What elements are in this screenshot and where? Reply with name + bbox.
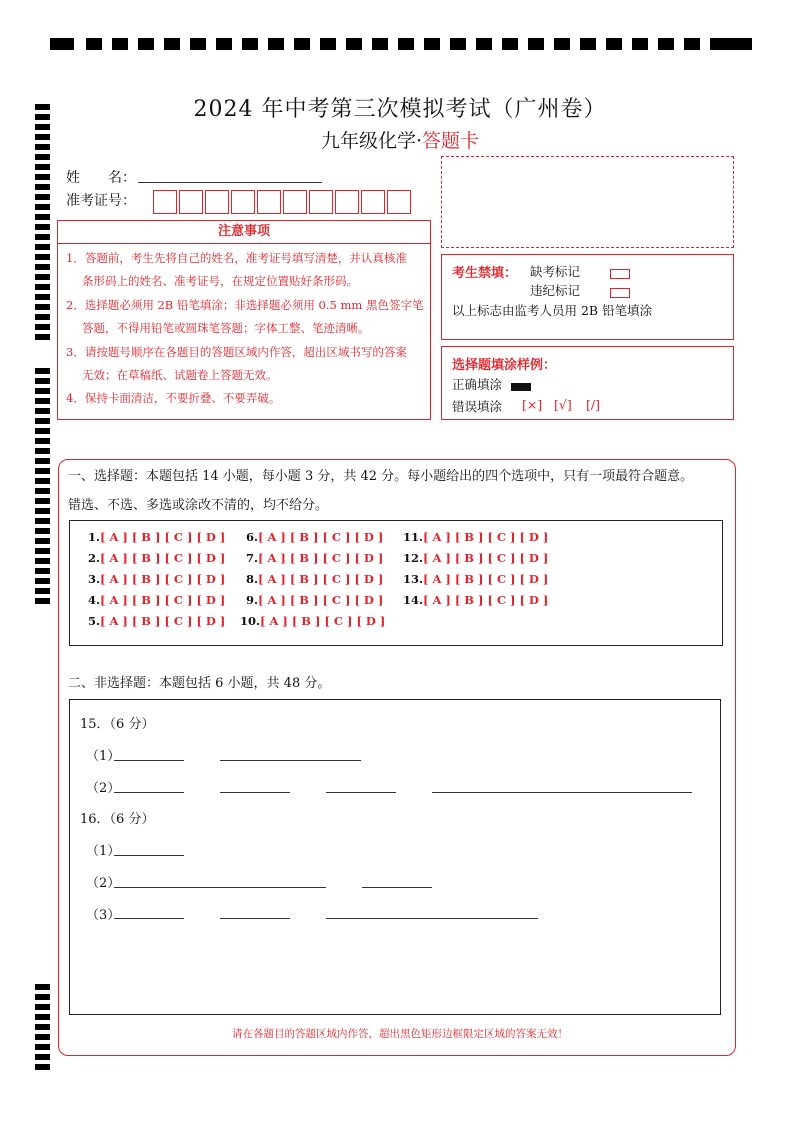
choice-row[interactable] xyxy=(246,572,383,586)
footer-warning: 请在各题目的答题区域内作答，超出黑色矩形边框限定区域的答案无效！ xyxy=(232,1028,568,1040)
exam-id-label: 准考证号： xyxy=(66,193,136,209)
timing-mark xyxy=(710,38,726,50)
top-timing-marks xyxy=(50,38,752,52)
timing-mark xyxy=(35,304,50,310)
choice-row[interactable] xyxy=(246,530,383,544)
timing-mark xyxy=(35,194,50,200)
choice-row[interactable] xyxy=(88,593,225,607)
timing-mark xyxy=(112,38,128,50)
choice-options[interactable]: [ A ] [ B ] [ C ] [ D ] xyxy=(258,593,384,607)
timing-mark xyxy=(372,38,388,50)
exam-id-box[interactable] xyxy=(231,190,255,214)
notice-item: 2．选择题必须用 2B 铅笔填涂；非选择题必须用 0.5 mm 黑色签字笔 xyxy=(66,298,424,312)
timing-mark xyxy=(476,38,492,50)
answer-blank[interactable] xyxy=(114,760,184,761)
exam-id-box[interactable] xyxy=(335,190,359,214)
timing-mark xyxy=(35,598,50,604)
timing-mark xyxy=(35,378,50,384)
answer-blank[interactable] xyxy=(220,918,290,919)
timing-mark xyxy=(424,38,440,50)
timing-mark xyxy=(35,214,50,220)
choice-row[interactable] xyxy=(88,530,225,544)
correct-fill-sample xyxy=(511,376,531,395)
timing-mark xyxy=(35,294,50,300)
timing-mark xyxy=(138,38,154,50)
question-number: 7. xyxy=(246,551,259,565)
timing-mark xyxy=(346,38,362,50)
timing-mark xyxy=(268,38,284,50)
choice-options[interactable]: [ A ] [ B ] [ C ] [ D ] xyxy=(260,614,386,628)
choice-options[interactable]: [ A ] [ B ] [ C ] [ D ] xyxy=(423,530,549,544)
section1-instruction-line2: 错选、不选、多选或涂改不清的，均不给分。 xyxy=(68,498,329,513)
timing-mark xyxy=(35,994,50,1000)
timing-mark xyxy=(164,38,180,50)
choice-row[interactable] xyxy=(88,551,225,565)
choice-options[interactable]: [ A ] [ B ] [ C ] [ D ] xyxy=(258,572,384,586)
absent-mark-label: 缺考标记 xyxy=(530,264,581,279)
question-number: 12. xyxy=(403,551,424,565)
timing-mark xyxy=(35,538,50,544)
section1-instruction-line1: 一、选择题：本题包括 14 小题，每小题 3 分，共 42 分。每小题给出的四个选项中，只有一项最符合题意。 xyxy=(68,469,694,484)
notice-item: 4．保持卡面清洁，不要折叠、不要弄破。 xyxy=(66,391,281,405)
timing-mark xyxy=(35,528,50,534)
question-15-title: 15．（6 分） xyxy=(80,717,155,732)
choice-row[interactable] xyxy=(240,614,385,628)
question-number: 3. xyxy=(88,572,101,586)
timing-mark xyxy=(35,368,50,374)
timing-mark xyxy=(35,488,50,494)
examiner-note: 以上标志由监考人员用 2B 铅笔填涂 xyxy=(452,303,653,318)
choice-row[interactable] xyxy=(246,551,383,565)
exam-id-box[interactable] xyxy=(387,190,411,214)
timing-mark xyxy=(35,508,50,514)
choice-row[interactable] xyxy=(88,572,225,586)
timing-mark xyxy=(35,388,50,394)
timing-mark xyxy=(554,38,570,50)
exam-id-box[interactable] xyxy=(361,190,385,214)
timing-mark xyxy=(606,38,622,50)
timing-mark xyxy=(35,274,50,280)
choice-options[interactable]: [ A ] [ B ] [ C ] [ D ] xyxy=(100,593,226,607)
choice-row[interactable] xyxy=(246,593,383,607)
question-16-part3: （3） xyxy=(86,908,121,923)
timing-mark xyxy=(35,558,50,564)
notice-item: 条形码上的姓名、准考证号，在规定位置贴好条形码。 xyxy=(82,274,358,288)
question-number: 5. xyxy=(88,614,101,628)
timing-mark xyxy=(50,38,74,50)
choice-options[interactable]: [ A ] [ B ] [ C ] [ D ] xyxy=(423,551,549,565)
question-number: 9. xyxy=(246,593,259,607)
answer-blank[interactable] xyxy=(432,792,692,793)
timing-mark xyxy=(35,518,50,524)
timing-mark xyxy=(35,448,50,454)
barcode-area xyxy=(441,156,734,248)
name-label: 姓 名： xyxy=(66,170,136,186)
timing-mark xyxy=(35,1044,50,1050)
answer-blank[interactable] xyxy=(114,855,184,856)
question-16-part2: （2） xyxy=(86,876,121,891)
timing-mark xyxy=(35,244,50,250)
timing-mark xyxy=(398,38,414,50)
choice-options[interactable]: [ A ] [ B ] [ C ] [ D ] xyxy=(258,530,384,544)
timing-mark xyxy=(35,478,50,484)
answer-blank[interactable] xyxy=(326,792,396,793)
answer-blank[interactable] xyxy=(114,918,184,919)
exam-id-box[interactable] xyxy=(179,190,203,214)
absent-mark-box xyxy=(610,263,630,282)
wrong-mark-check: [√] xyxy=(554,397,572,412)
choice-options[interactable]: [ A ] [ B ] [ C ] [ D ] xyxy=(100,551,226,565)
exam-id-box[interactable] xyxy=(257,190,281,214)
question-number: 1. xyxy=(88,530,101,544)
timing-mark xyxy=(35,548,50,554)
answer-blank[interactable] xyxy=(114,792,184,793)
timing-mark xyxy=(35,1064,50,1070)
timing-mark xyxy=(726,38,752,50)
choice-row[interactable] xyxy=(403,572,548,586)
timing-mark xyxy=(35,418,50,424)
timing-mark xyxy=(35,578,50,584)
timing-mark xyxy=(86,38,102,50)
choice-options[interactable]: [ A ] [ B ] [ C ] [ D ] xyxy=(423,593,549,607)
question-15-part1: （1） xyxy=(86,749,121,764)
notice-item: 3．请按题号顺序在各题目的答题区域内作答，超出区域书写的答案 xyxy=(66,345,407,359)
timing-mark xyxy=(35,498,50,504)
question-number: 4. xyxy=(88,593,101,607)
timing-mark xyxy=(35,1054,50,1060)
answer-blank[interactable] xyxy=(114,887,326,888)
exam-id-box[interactable] xyxy=(309,190,333,214)
violation-mark-box xyxy=(610,282,630,301)
wrong-fill-label: 错误填涂 xyxy=(452,399,503,414)
timing-mark xyxy=(632,38,648,50)
timing-mark xyxy=(320,38,336,50)
timing-mark xyxy=(35,204,50,210)
timing-mark xyxy=(216,38,232,50)
examiner-only-title: 考生禁填： xyxy=(452,266,518,281)
exam-id-boxes[interactable] xyxy=(153,190,413,214)
timing-mark xyxy=(684,38,700,50)
timing-mark xyxy=(502,38,518,50)
choice-row[interactable] xyxy=(403,530,548,544)
timing-mark xyxy=(580,38,596,50)
question-16-part1: （1） xyxy=(86,844,121,859)
notice-box xyxy=(57,220,431,420)
timing-mark xyxy=(450,38,466,50)
question-number: 8. xyxy=(246,572,259,586)
choice-row[interactable] xyxy=(403,593,548,607)
timing-mark xyxy=(35,164,50,170)
answer-blank[interactable] xyxy=(220,760,361,761)
question-number: 6. xyxy=(246,530,259,544)
timing-mark xyxy=(35,334,50,340)
timing-mark xyxy=(35,984,50,990)
notice-title: 注意事项 xyxy=(58,221,430,244)
timing-mark xyxy=(35,184,50,190)
wrong-mark-slash: [/] xyxy=(586,397,600,412)
name-input-line[interactable] xyxy=(138,182,322,183)
choice-options[interactable]: [ A ] [ B ] [ C ] [ D ] xyxy=(258,551,384,565)
nonchoice-answer-box xyxy=(69,699,721,1015)
choice-options[interactable]: [ A ] [ B ] [ C ] [ D ] xyxy=(100,530,226,544)
subtitle-main: 九年级化学· xyxy=(320,130,423,152)
timing-mark xyxy=(35,398,50,404)
question-number: 13. xyxy=(403,572,424,586)
timing-mark xyxy=(35,458,50,464)
violation-mark-label: 违纪标记 xyxy=(530,283,581,298)
examiner-only-box xyxy=(441,254,734,340)
choice-options[interactable]: [ A ] [ B ] [ C ] [ D ] xyxy=(423,572,549,586)
choice-options[interactable]: [ A ] [ B ] [ C ] [ D ] xyxy=(100,614,226,628)
question-number: 14. xyxy=(403,593,424,607)
timing-mark xyxy=(35,1004,50,1010)
timing-mark xyxy=(35,174,50,180)
choice-row[interactable] xyxy=(403,551,548,565)
choice-row[interactable] xyxy=(88,614,225,628)
exam-id-box[interactable] xyxy=(153,190,177,214)
question-number: 10. xyxy=(240,614,261,628)
timing-mark xyxy=(35,324,50,330)
page-subtitle xyxy=(0,126,800,153)
timing-mark xyxy=(35,314,50,320)
answer-blank[interactable] xyxy=(220,792,290,793)
timing-mark xyxy=(528,38,544,50)
notice-item: 1．答题前，考生先将自己的姓名，准考证号填写清楚，并认真核准 xyxy=(66,251,407,265)
timing-mark xyxy=(35,154,50,160)
timing-mark xyxy=(242,38,258,50)
question-number: 11. xyxy=(403,530,424,544)
section2-instruction: 二、非选择题：本题包括 6 小题，共 48 分。 xyxy=(68,676,331,691)
question-number: 2. xyxy=(88,551,101,565)
notice-item: 无效；在草稿纸、试题卷上答题无效。 xyxy=(82,368,278,382)
timing-mark xyxy=(658,38,674,50)
exam-id-box[interactable] xyxy=(205,190,229,214)
choice-options[interactable]: [ A ] [ B ] [ C ] [ D ] xyxy=(100,572,226,586)
timing-mark xyxy=(35,408,50,414)
wrong-mark-cross: [×] xyxy=(522,397,543,412)
answer-blank[interactable] xyxy=(362,887,432,888)
subtitle-accent: 答题卡 xyxy=(422,130,480,152)
question-15-part2: （2） xyxy=(86,781,121,796)
timing-mark xyxy=(35,234,50,240)
fill-example-box xyxy=(441,346,734,420)
timing-mark xyxy=(35,438,50,444)
timing-mark xyxy=(35,568,50,574)
fill-example-title: 选择题填涂样例： xyxy=(452,358,557,373)
notice-item: 答题，不得用铅笔或圆珠笔答题；字体工整、笔迹清晰。 xyxy=(82,321,370,335)
timing-mark xyxy=(35,468,50,474)
timing-mark xyxy=(35,254,50,260)
timing-mark xyxy=(35,264,50,270)
timing-mark xyxy=(294,38,310,50)
timing-mark xyxy=(35,428,50,434)
exam-id-box[interactable] xyxy=(283,190,307,214)
question-16-title: 16．（6 分） xyxy=(80,812,155,827)
correct-fill-label: 正确填涂 xyxy=(452,377,503,392)
timing-mark xyxy=(35,284,50,290)
timing-mark xyxy=(35,588,50,594)
timing-mark xyxy=(35,1014,50,1020)
answer-blank[interactable] xyxy=(326,918,538,919)
timing-mark xyxy=(190,38,206,50)
timing-mark xyxy=(35,224,50,230)
page-title: 2024 年中考第三次模拟考试（广州卷） xyxy=(193,97,607,122)
